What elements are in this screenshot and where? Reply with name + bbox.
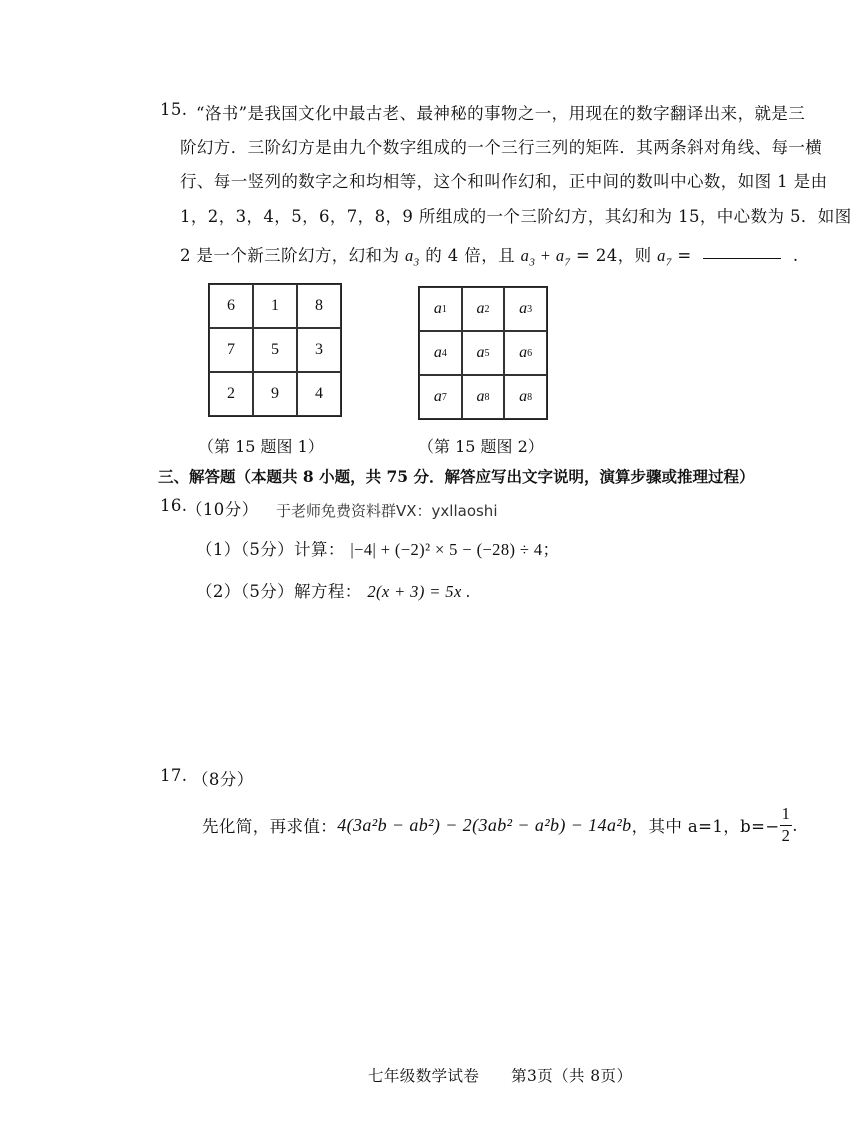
q15-line5-mid: 的 4 倍，且: [425, 246, 516, 265]
q15-line5-end: =: [677, 246, 692, 265]
q17-prompt: 先化简，再求值：: [202, 817, 338, 836]
grid2-cell: a 8: [504, 375, 547, 419]
grid2-cell: a 3: [504, 287, 547, 331]
q15-line1: “洛书”是我国文化中最古老、最神秘的事物之一，用现在的数字翻译出来，就是三: [196, 104, 806, 123]
q15-var-a3: $a_3$: [405, 246, 420, 269]
magic-square-figure-1: [208, 283, 342, 417]
q16-part2-label: （2）（5分）解方程：: [196, 582, 362, 601]
q15-line5-eq: = 24，则: [576, 246, 652, 265]
grid1-cell: 7: [209, 328, 253, 372]
magic-square-figure-2: [418, 286, 548, 420]
q17-expression: 4(3a²b − ab²) − 2(3ab² − a²b) − 14a²b: [337, 814, 632, 835]
q15-line5-prefix: 2 是一个新三阶幻方，幻和为: [180, 246, 400, 265]
grid1-cell: 8: [297, 284, 341, 328]
section-3-heading: 三、解答题（本题共 8 小题，共 75 分．解答应写出文字说明，演算步骤或推理过程）: [158, 467, 755, 486]
q17-fraction-denominator: 2: [781, 825, 791, 845]
figure-2-caption: （第 15 题图 2）: [418, 437, 544, 456]
q17-fraction: [780, 806, 793, 844]
grid1-cell: 1: [253, 284, 297, 328]
grid1-cell: 9: [253, 372, 297, 416]
q17-end: .: [792, 815, 798, 835]
q17-body: [202, 806, 798, 844]
q15-number: 15.: [160, 100, 188, 119]
grid2-cell: a 4: [419, 331, 462, 375]
q15-answer-blank[interactable]: [703, 258, 781, 259]
q16-part1: [196, 536, 559, 560]
q16-part2-expr: 2(x + 3) = 5x .: [367, 582, 471, 601]
page-footer: 七年级数学试卷 第3页（共 8页）: [368, 1067, 633, 1085]
q15-line5: [180, 242, 799, 268]
q16-part1-expr: |−4| + (−2)² × 5 − (−28) ÷ 4；: [350, 540, 560, 559]
q15-line2: 阶幻方．三阶幻方是由九个数字组成的一个三行三列的矩阵．其两条斜对角线、每一横: [180, 138, 823, 157]
grid2-cell: a 2: [462, 287, 505, 331]
grid2-cell: a 6: [504, 331, 547, 375]
q15-period: .: [792, 246, 799, 265]
grid1-cell: 6: [209, 284, 253, 328]
q16-number: 16.: [160, 496, 188, 515]
grid2-cell: a 8: [462, 375, 505, 419]
q15-var-a7: $a_7$: [657, 246, 672, 269]
q17-number: 17.: [160, 766, 188, 785]
q15-line3: 行、每一竖列的数字之和均相等，这个和叫作幻和，正中间的数叫中心数，如图 1 是由: [180, 172, 828, 191]
q16-part2: [196, 578, 471, 602]
watermark-text: 于老师免费资料群VX：yxllaoshi: [276, 502, 498, 520]
grid1-cell: 5: [253, 328, 297, 372]
q15-sum-expr: $a_3 + a_7$: [520, 246, 571, 269]
grid1-cell: 3: [297, 328, 341, 372]
q17-fraction-numerator: 1: [780, 806, 793, 826]
q17-condition: ，其中 a=1，b=−: [631, 817, 780, 836]
grid2-cell: a 5: [462, 331, 505, 375]
grid1-cell: 2: [209, 372, 253, 416]
q15-line4: 1，2，3，4，5，6，7，8，9 所组成的一个三阶幻方，其幻和为 15，中心数为 5．如图: [180, 207, 852, 226]
grid2-cell: a 7: [419, 375, 462, 419]
q17-points: （8分）: [192, 770, 254, 789]
grid2-cell: a 1: [419, 287, 462, 331]
q16-part1-label: （1）（5分）计算：: [196, 540, 345, 559]
q16-points: （10分）: [186, 500, 259, 519]
figure-1-caption: （第 15 题图 1）: [198, 437, 324, 456]
grid1-cell: 4: [297, 372, 341, 416]
